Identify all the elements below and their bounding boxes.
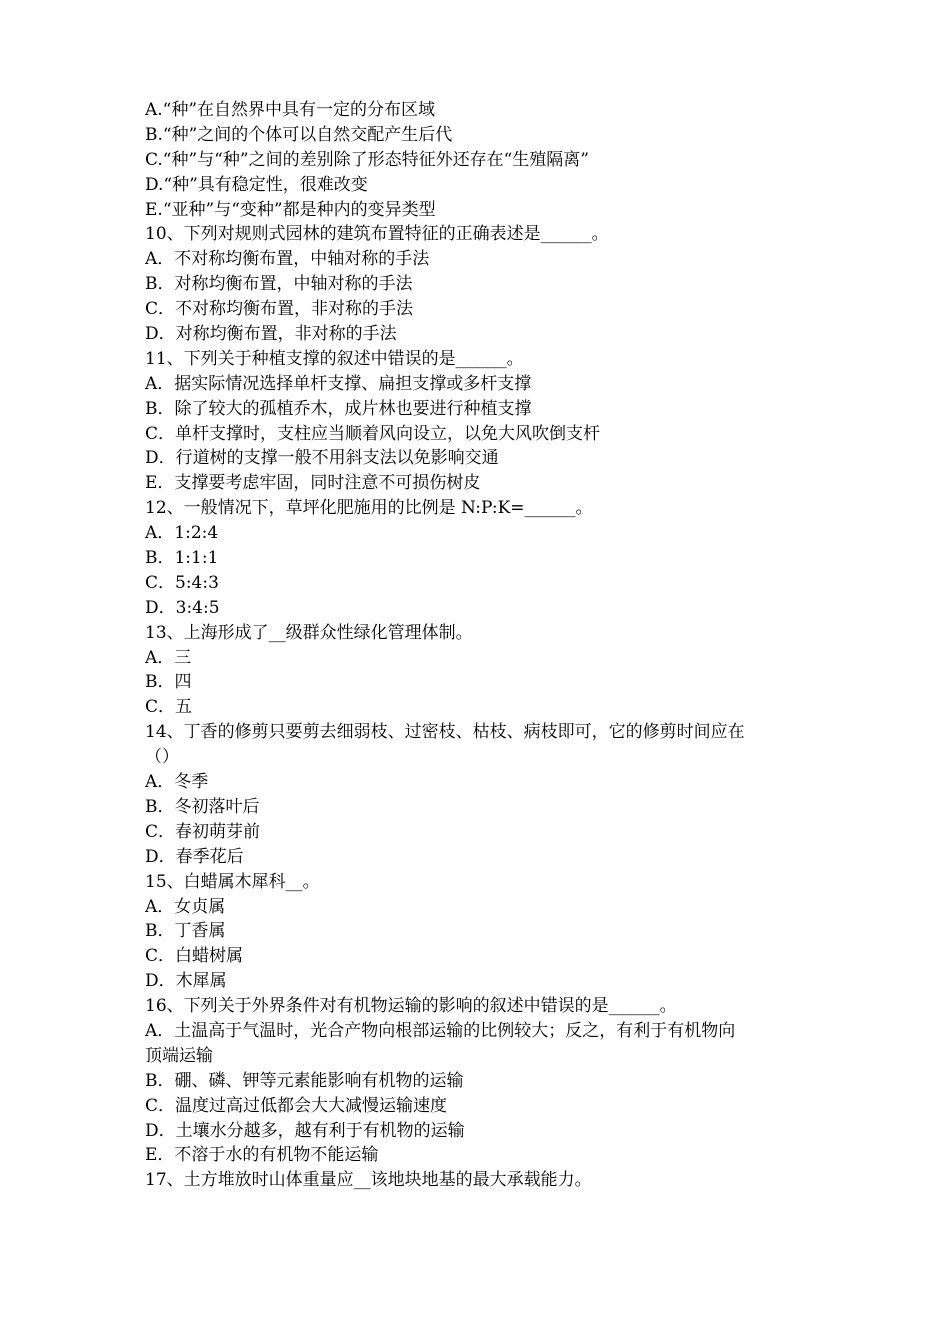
text-line: C．单杆支撑时，支柱应当顺着风向设立，以免大风吹倒支杆 <box>145 423 601 444</box>
document-page <box>145 98 825 1193</box>
text-line: A.“种”在自然界中具有一定的分布区域 <box>145 100 436 120</box>
text-line: D．行道树的支撑一般不用斜支法以免影响交通 <box>145 448 499 469</box>
text-line: C．5:4:3 <box>145 572 219 593</box>
text-line: B．硼、磷、钾等元素能影响有机物的运输 <box>145 1070 464 1091</box>
text-line: D．对称均衡布置，非对称的手法 <box>145 324 397 345</box>
text-line: E．不溶于水的有机物不能运输 <box>145 1145 379 1166</box>
question-line: 13、上海形成了__级群众性绿化管理体制。 <box>145 622 473 643</box>
text-line: B．四 <box>145 672 192 693</box>
text-line: C．五 <box>145 697 193 718</box>
text-line: B．冬初落叶后 <box>145 796 260 817</box>
question-line: 11、下列关于种植支撑的叙述中错误的是______。 <box>145 348 524 369</box>
text-line: A．不对称均衡布置，中轴对称的手法 <box>145 249 430 270</box>
question-line: 17、土方堆放时山体重量应__该地块地基的最大承载能力。 <box>145 1170 592 1191</box>
text-line: E.“亚种”与“变种”都是种内的变异类型 <box>145 199 436 220</box>
text-line: C．春初萌芽前 <box>145 821 261 842</box>
text-line: D．春季花后 <box>145 846 244 867</box>
text-line: D.“种”具有稳定性，很难改变 <box>145 174 368 195</box>
text-line: C．温度过高过低都会大大减慢运输速度 <box>145 1095 448 1116</box>
text-line: B．对称均衡布置，中轴对称的手法 <box>145 274 413 295</box>
text-line: A．据实际情况选择单杆支撑、扁担支撑或多杆支撑 <box>145 373 532 394</box>
text-line: D．土壤水分越多，越有利于有机物的运输 <box>145 1120 465 1141</box>
text-line: C.“种”与“种”之间的差别除了形态特征外还存在“生殖隔离” <box>145 149 589 170</box>
text-line: A．冬季 <box>145 772 209 793</box>
text-line: A．土温高于气温时，光合产物向根部运输的比例较大；反之，有利于有机物向 <box>145 1020 736 1041</box>
question-line: 12、一般情况下，草坪化肥施用的比例是 N:P:K=______。 <box>145 498 593 519</box>
text-line: B．1:1:1 <box>145 548 219 569</box>
question-line: 14、丁香的修剪只要剪去细弱枝、过密枝、枯枝、病枝即可，它的修剪时间应在 <box>145 722 745 743</box>
question-line: 16、下列关于外界条件对有机物运输的影响的叙述中错误的是______。 <box>145 996 677 1017</box>
text-line: D．木犀属 <box>145 971 227 992</box>
text-line: A．女贞属 <box>145 896 226 917</box>
text-line: B．丁香属 <box>145 921 226 942</box>
text-line: D．3:4:5 <box>145 597 220 618</box>
text-line: C．不对称均衡布置，非对称的手法 <box>145 299 414 320</box>
question-line: 10、下列对规则式园林的建筑布置特征的正确表述是______。 <box>145 224 609 245</box>
text-line: A．1:2:4 <box>145 523 219 544</box>
text-line: C．白蜡树属 <box>145 946 244 967</box>
text-line: B.“种”之间的个体可以自然交配产生后代 <box>145 124 453 145</box>
question-line: 15、白蜡属木犀科__。 <box>145 871 320 892</box>
text-line: E．支撑要考虑牢固，同时注意不可损伤树皮 <box>145 473 481 494</box>
text-line: 顶端运输 <box>145 1045 213 1066</box>
text-line: A．三 <box>145 647 192 668</box>
text-line: B．除了较大的孤植乔木，成片林也要进行种植支撑 <box>145 398 532 419</box>
text-line: （） <box>145 747 179 768</box>
